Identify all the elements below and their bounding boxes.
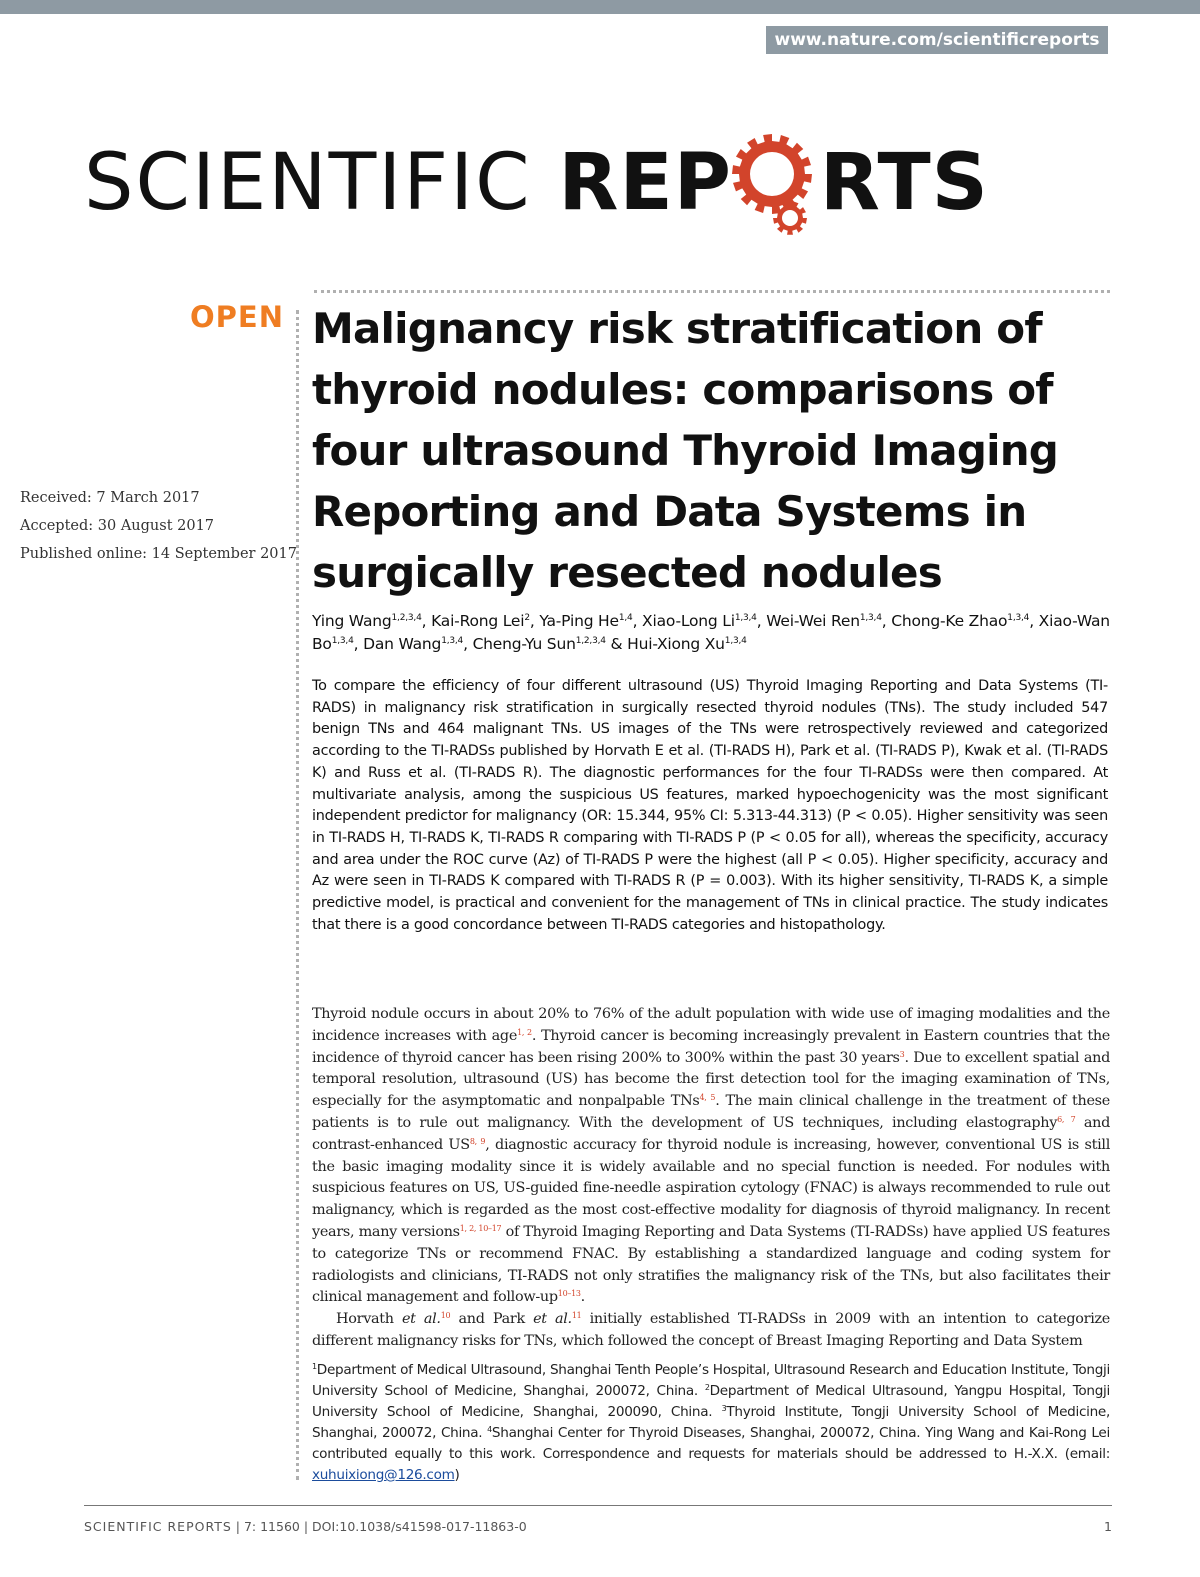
body-paragraph <box>312 1004 1110 1309</box>
large-gear-icon <box>732 134 812 214</box>
author-name: Wei-Wei Ren <box>766 612 860 630</box>
footer-divider <box>84 1505 1112 1506</box>
body-text-run: , diagnostic accuracy for thyroid nodule is increasing, however, conventional US is still the basic imaging modality since it is widely available and no special function is needed. For nodules with suspicious features on US, US-guided fine-needle aspiration cytology (FNAC) is always recommended to rule out malignancy, which is regarded as the most cost-effective modality for diagnosis of thyroid malignancy. In recent years, many versions <box>312 1136 1111 1240</box>
body-text-run: . Due to excellent spatial and temporal resolution, ultrasound (US) has become the first detection tool for the imaging examination of TNs, especially for the asymptomatic and nonpalpable TNs <box>312 1049 1110 1110</box>
affiliation-text: Department of Medical Ultrasound, Yangpu Hospital, Tongji University School of Medicine, Shanghai, 200090, China. <box>312 1383 1111 1420</box>
journal-url-link[interactable]: www.nature.com/scientificreports <box>766 26 1108 54</box>
author-affiliation-marker: 1,3,4 <box>724 636 747 646</box>
author-affiliation-marker: 1,4 <box>618 613 633 623</box>
author-affiliation-marker: 1,3,4 <box>1007 613 1030 623</box>
author-name: Cheng-Yu Sun <box>472 635 576 653</box>
citation-reference-link[interactable]: 10–13 <box>557 1289 581 1299</box>
page-footer <box>84 1519 1112 1539</box>
body-text-run: . The main clinical challenge in the treatment of these patients is to rule out malignancy. With the development of US techniques, including elastography <box>312 1093 1110 1131</box>
masthead-text-rep: REP <box>558 138 732 228</box>
italic-text: et al. <box>533 1311 572 1328</box>
citation-reference-link[interactable]: 10 <box>440 1311 451 1321</box>
author-separator: , <box>463 635 473 653</box>
author-name: Dan Wang <box>363 635 442 653</box>
author-affiliation-marker: 1,3,4 <box>441 636 464 646</box>
affiliations <box>312 1360 1110 1486</box>
author-name: Xiao-Wan Bo <box>312 612 1110 653</box>
body-text-run: Horvath <box>336 1311 402 1328</box>
affiliation-text: Department of Medical Ultrasound, Shanghai Tenth People’s Hospital, Ultrasound Research and Education Institute, Tongji University School of Medicine, Shanghai, 200072, China. <box>312 1362 1110 1399</box>
author-separator: , <box>632 612 643 630</box>
affiliation-number: 3 <box>721 1404 727 1413</box>
abstract: To compare the efficiency of four different ultrasound (US) Thyroid Imaging Reporting and Data Systems (TI-RADS) in malignancy risk stratification in surgically resected thyroid nodules (TNs). The study included 547 benign TNs and 464 malignant TNs. US images of the TNs were retrospectively reviewed and categorized according to the TI-RADSs published by Horvath E et al. (TI-RADS H), Park et al. (TI-RADS P), Kwak et al. (TI-RADS K) and Russ et al. (TI-RADS R). The diagnostic performances for the four TI-RADSs were then compared. At multivariate analysis, among the suspicious US features, marked hypoechogenicity was the most significant independent predictor for malignancy (OR: 15.344, 95% CI: 5.313-44.313) (P < 0.05). Higher sensitivity was seen in TI-RADS H, TI-RADS K, TI-RADS R comparing with TI-RADS P (P < 0.05 for all), whereas the specificity, accuracy and area under the ROC curve (Az) of TI-RADS P were the highest (all P < 0.05). Higher specificity, accuracy and Az were seen in TI-RADS K compared with TI-RADS R (P = 0.003). With its higher sensitivity, TI-RADS K, a simple predictive model, is practical and convenient for the management of TNs in clinical practice. The study indicates that there is a good concordance between TI-RADS categories and histopathology. <box>312 678 1108 933</box>
author-affiliation-marker: 1,2,3,4 <box>391 613 422 623</box>
footer-citation: | 7: 11560 | DOI:10.1038/s41598-017-11863-0 <box>231 1519 527 1534</box>
author-affiliation-marker: 1,3,4 <box>859 613 882 623</box>
affiliation-text: Thyroid Institute, Tongji University School of Medicine, Shanghai, 200072, China. <box>312 1404 1110 1441</box>
citation-reference-link[interactable]: 3 <box>899 1049 905 1059</box>
author-name: Chong-Ke Zhao <box>891 612 1008 630</box>
affiliation-number: 2 <box>704 1383 710 1392</box>
author-separator: , <box>881 612 892 630</box>
body-text-run: initially established TI-RADSs in 2009 with an intention to categorize different malignancy risks for TNs, which followed the concept of Breast Imaging Reporting and Data System <box>312 1311 1110 1349</box>
citation-reference-link[interactable]: 1, 2 <box>517 1027 532 1037</box>
accepted-date: Accepted: 30 August 2017 <box>20 518 215 534</box>
body-text-run: . Thyroid cancer is becoming increasingly prevalent in Eastern countries that the incidence of thyroid cancer has been rising 200% to 300% within the past 30 years <box>312 1027 1111 1066</box>
affiliation-number: 4 <box>487 1425 492 1434</box>
citation-reference-link[interactable]: 6, 7 <box>1057 1114 1076 1124</box>
citation-reference-link[interactable]: 8, 9 <box>469 1136 486 1146</box>
gear-logo-icon <box>732 128 820 238</box>
author-separator: , <box>1029 612 1039 630</box>
open-access-label: OPEN <box>190 300 284 334</box>
author-affiliation-marker: 2 <box>524 613 530 623</box>
affiliation-number: 1 <box>312 1362 317 1371</box>
author-affiliation-marker: 1,2,3,4 <box>575 636 606 646</box>
author-name: Hui-Xiong Xu <box>627 635 725 653</box>
author-name: Kai-Rong Lei <box>431 612 525 630</box>
author-separator: , <box>421 612 432 630</box>
author-separator: , <box>529 612 540 630</box>
masthead-text-rts: RTS <box>819 138 989 228</box>
author-list <box>312 610 1112 656</box>
page-number: 1 <box>1104 1519 1112 1534</box>
body-text-run: and contrast-enhanced US <box>312 1114 1110 1153</box>
email-close-paren: ) <box>454 1467 460 1483</box>
author-separator: , <box>353 635 364 653</box>
body-text <box>312 1004 1110 1353</box>
italic-text: et al. <box>401 1311 441 1328</box>
author-separator: , <box>756 612 767 630</box>
author-affiliation-marker: 1,3,4 <box>331 636 354 646</box>
citation-reference-link[interactable]: 1, 2, 10–17 <box>459 1223 502 1233</box>
top-color-bar <box>0 0 1200 14</box>
header-divider <box>314 290 1110 293</box>
citation-reference-link[interactable]: 11 <box>571 1311 582 1321</box>
correspondence-email-link[interactable]: xuhuixiong@126.com <box>312 1467 455 1483</box>
body-text-run: and Park <box>450 1311 534 1328</box>
author-name: Ya-Ping He <box>539 612 619 630</box>
article-dates <box>20 484 297 568</box>
article-title: Malignancy risk stratification of thyroid nodules: comparisons of four ultrasound Thyroid Imaging Reporting and Data Systems in surgically resected nodules <box>312 304 1059 597</box>
body-text-run: of Thyroid Imaging Reporting and Data Systems (TI-RADSs) have applied US features to categorize TNs or recommend FNAC. By establishing a standardized language and coding system for radiologists and clinicians, TI-RADS not only stratifies the malignancy risk of the TNs, but also facilitates their clinical management and follow-up <box>312 1223 1110 1306</box>
journal-masthead <box>84 128 989 238</box>
masthead-text-scientific: SCIENTIFIC <box>84 138 559 228</box>
citation-reference-link[interactable]: 4, 5 <box>699 1093 716 1103</box>
received-date: Received: 7 March 2017 <box>20 490 200 506</box>
author-affiliation-marker: 1,3,4 <box>734 613 757 623</box>
author-name: Ying Wang <box>312 612 392 630</box>
footer-journal-name: SCIENTIFIC REPORTS <box>84 1519 232 1534</box>
author-name: Xiao-Long Li <box>642 612 735 630</box>
published-date: Published online: 14 September 2017 <box>20 546 297 562</box>
body-paragraph <box>312 1309 1110 1353</box>
author-separator: & <box>605 635 628 653</box>
body-text-run: . <box>580 1289 585 1306</box>
body-text-run: Thyroid nodule occurs in about 20% to 76% of the adult population with wide use of imaging modalities and the incidence increases with age <box>312 1006 1110 1044</box>
affiliation-text: Shanghai Center for Thyroid Diseases, Shanghai, 200072, China. Ying Wang and Kai-Rong Lei contributed equally to this work. Correspondence and requests for materials should be addressed to H.-X.X. (email: <box>312 1425 1110 1462</box>
